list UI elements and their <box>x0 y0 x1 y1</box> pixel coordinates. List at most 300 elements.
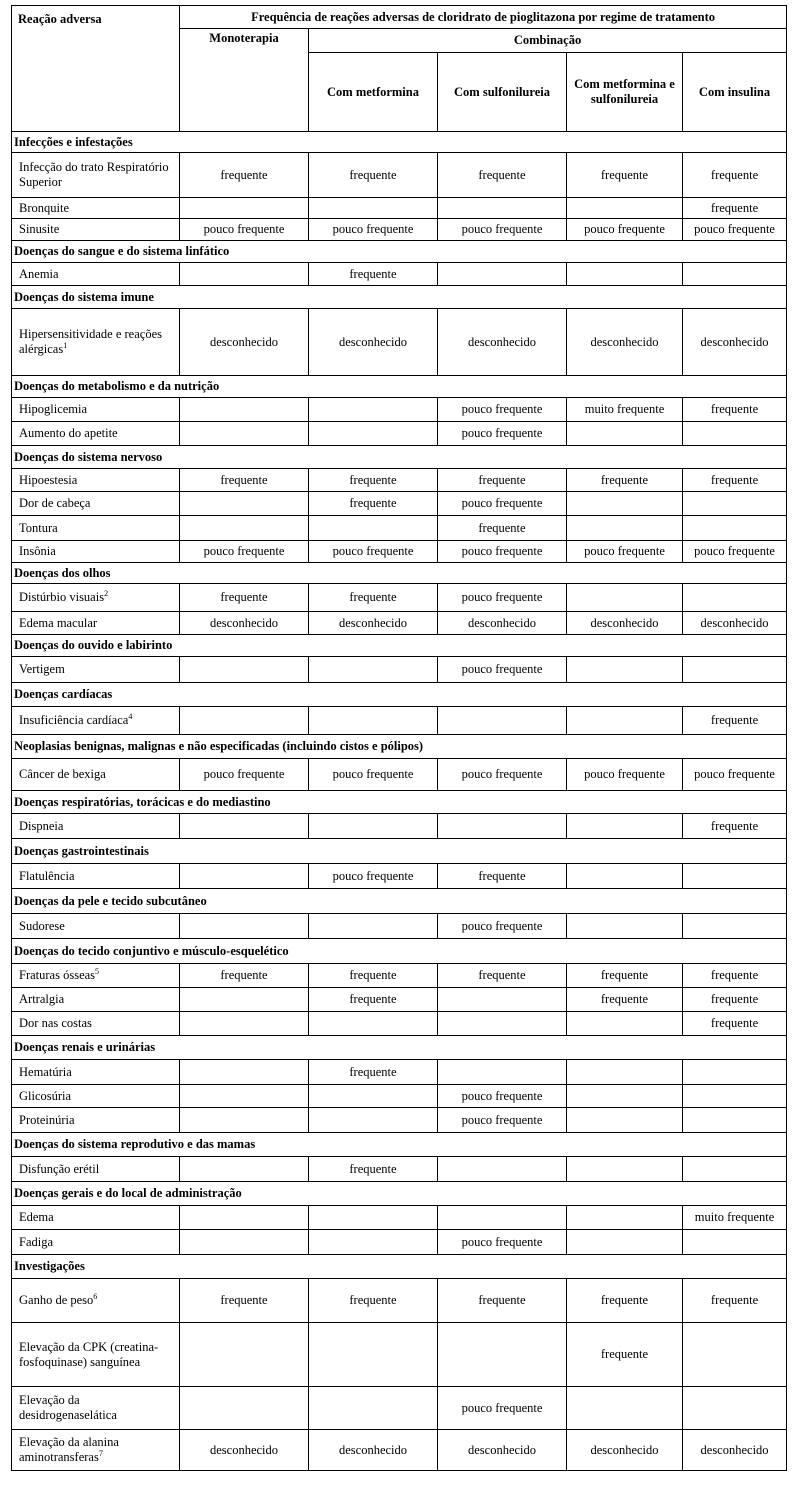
category-title: Doenças do metabolismo e da nutrição <box>12 376 787 398</box>
reaction-name-cell <box>12 1230 180 1255</box>
reaction-name-cell <box>12 1108 180 1133</box>
frequency-cell: frequente <box>309 1157 438 1182</box>
category-row <box>12 1182 787 1206</box>
table-row <box>12 516 787 541</box>
table-row <box>12 964 787 988</box>
frequency-cell: frequente <box>438 516 567 541</box>
frequency-cell: frequente <box>438 469 567 492</box>
frequency-cell <box>438 263 567 286</box>
frequency-cell: frequente <box>180 469 309 492</box>
reaction-name: Aumento do apetite <box>19 426 118 440</box>
frequency-cell <box>180 1060 309 1085</box>
category-title: Doenças do sangue e do sistema linfático <box>12 241 787 263</box>
reaction-name-cell <box>12 1279 180 1323</box>
reaction-name-cell <box>12 198 180 219</box>
footnote-marker: 2 <box>104 589 109 598</box>
frequency-cell: pouco frequente <box>438 492 567 516</box>
reaction-name: Câncer de bexiga <box>19 767 106 781</box>
frequency-cell: pouco frequente <box>567 759 683 791</box>
frequency-cell: frequente <box>309 492 438 516</box>
frequency-cell <box>309 198 438 219</box>
category-row <box>12 939 787 964</box>
table-row <box>12 1085 787 1108</box>
footnote-marker: 5 <box>95 967 100 976</box>
frequency-cell <box>567 1206 683 1230</box>
reaction-name: Vertigem <box>19 662 65 676</box>
category-title: Doenças do tecido conjuntivo e músculo-esquelético <box>12 939 787 964</box>
frequency-cell: pouco frequente <box>438 657 567 683</box>
frequency-cell <box>683 1085 787 1108</box>
frequency-cell: desconhecido <box>683 1430 787 1471</box>
reaction-name: Proteinúria <box>19 1112 75 1127</box>
footnote-marker: 1 <box>63 341 68 350</box>
frequency-cell: pouco frequente <box>180 219 309 241</box>
frequency-cell <box>438 814 567 839</box>
category-title: Doenças do sistema nervoso <box>12 446 787 469</box>
reaction-name: Edema <box>19 1210 54 1224</box>
frequency-cell <box>180 988 309 1012</box>
category-row <box>12 1133 787 1157</box>
category-row <box>12 241 787 263</box>
table-row <box>12 707 787 735</box>
frequency-cell: frequente <box>683 398 787 422</box>
frequency-cell <box>438 988 567 1012</box>
reaction-name-cell <box>12 1012 180 1036</box>
frequency-cell: frequente <box>683 153 787 198</box>
header-row-top <box>12 6 787 29</box>
frequency-cell: pouco frequente <box>438 1387 567 1430</box>
frequency-cell <box>683 1108 787 1133</box>
reaction-name: Tontura <box>19 520 58 535</box>
frequency-cell: frequente <box>309 988 438 1012</box>
frequency-cell <box>309 657 438 683</box>
frequency-cell: frequente <box>567 153 683 198</box>
frequency-cell <box>180 1230 309 1255</box>
category-title: Doenças gastrointestinais <box>12 839 787 864</box>
frequency-cell: pouco frequente <box>180 541 309 563</box>
frequency-cell <box>683 1060 787 1085</box>
frequency-cell <box>567 1060 683 1085</box>
frequency-cell <box>567 422 683 446</box>
frequency-cell <box>180 1085 309 1108</box>
reaction-name: Hipoestesia <box>19 472 78 487</box>
category-row <box>12 376 787 398</box>
frequency-cell <box>309 1323 438 1387</box>
category-title: Doenças renais e urinárias <box>12 1036 787 1060</box>
reaction-name-cell <box>12 541 180 563</box>
frequency-cell <box>683 492 787 516</box>
frequency-cell <box>309 814 438 839</box>
category-row <box>12 791 787 814</box>
reaction-name-cell <box>12 759 180 791</box>
reaction-name: Insuficiência cardíaca <box>19 713 129 727</box>
reaction-name-cell <box>12 914 180 939</box>
reaction-name-cell <box>12 864 180 889</box>
table-body <box>12 132 787 1471</box>
table-row <box>12 469 787 492</box>
frequency-cell <box>438 1206 567 1230</box>
frequency-cell <box>683 1387 787 1430</box>
frequency-cell: desconhecido <box>567 309 683 376</box>
frequency-cell: frequente <box>180 584 309 612</box>
table-row <box>12 1012 787 1036</box>
table-row <box>12 1387 787 1430</box>
reaction-name: Hipoglicemia <box>19 402 88 416</box>
frequency-cell: desconhecido <box>683 309 787 376</box>
frequency-cell: desconhecido <box>567 1430 683 1471</box>
frequency-cell: pouco frequente <box>438 1230 567 1255</box>
category-row <box>12 446 787 469</box>
category-title: Infecções e infestações <box>12 132 787 153</box>
category-title: Doenças gerais e do local de administração <box>12 1182 787 1206</box>
frequency-cell <box>438 707 567 735</box>
table-row <box>12 657 787 683</box>
category-row <box>12 635 787 657</box>
frequency-cell <box>567 707 683 735</box>
frequency-cell <box>567 1012 683 1036</box>
frequency-cell <box>180 1206 309 1230</box>
header-col-metformin-sulfonylurea: Com metformina e sulfonilureia <box>567 53 683 132</box>
frequency-cell: frequente <box>683 964 787 988</box>
frequency-cell: desconhecido <box>309 309 438 376</box>
reaction-name: Edema macular <box>19 615 98 630</box>
frequency-cell: frequente <box>309 1279 438 1323</box>
frequency-cell: desconhecido <box>567 612 683 635</box>
frequency-cell <box>180 492 309 516</box>
reaction-name-cell <box>12 1323 180 1387</box>
frequency-cell <box>683 657 787 683</box>
table-row <box>12 219 787 241</box>
frequency-cell: frequente <box>180 153 309 198</box>
frequency-cell <box>180 1157 309 1182</box>
frequency-cell <box>309 1108 438 1133</box>
table-row <box>12 759 787 791</box>
frequency-cell: frequente <box>683 469 787 492</box>
frequency-cell <box>683 1230 787 1255</box>
category-title: Investigações <box>12 1255 787 1279</box>
frequency-cell <box>309 1206 438 1230</box>
frequency-cell: pouco frequente <box>438 398 567 422</box>
frequency-cell <box>567 492 683 516</box>
header-combination: Combinação <box>309 29 787 53</box>
header-col-insulin: Com insulina <box>683 53 787 132</box>
reaction-name-cell <box>12 1206 180 1230</box>
frequency-cell: frequente <box>567 469 683 492</box>
reaction-name: Ganho de peso <box>19 1293 94 1307</box>
frequency-cell <box>180 516 309 541</box>
table-row <box>12 422 787 446</box>
frequency-cell: frequente <box>438 964 567 988</box>
reaction-name-cell <box>12 398 180 422</box>
frequency-cell <box>567 516 683 541</box>
category-row <box>12 683 787 707</box>
frequency-cell <box>309 422 438 446</box>
frequency-cell <box>180 1108 309 1133</box>
frequency-cell: desconhecido <box>438 612 567 635</box>
reaction-name-cell <box>12 516 180 541</box>
frequency-cell: pouco frequente <box>309 864 438 889</box>
reaction-name: Insônia <box>19 544 56 558</box>
reaction-name: Disfunção erétil <box>19 1161 100 1176</box>
reaction-name-cell <box>12 219 180 241</box>
frequency-cell <box>438 1323 567 1387</box>
reaction-name-cell <box>12 1085 180 1108</box>
frequency-cell <box>309 914 438 939</box>
footnote-marker: 4 <box>128 712 133 721</box>
frequency-cell: pouco frequente <box>683 759 787 791</box>
reaction-name-cell <box>12 422 180 446</box>
frequency-cell <box>180 1012 309 1036</box>
frequency-cell <box>309 516 438 541</box>
frequency-cell <box>683 914 787 939</box>
frequency-cell: frequente <box>683 198 787 219</box>
frequency-cell <box>567 198 683 219</box>
reaction-name-cell <box>12 657 180 683</box>
frequency-cell: desconhecido <box>438 309 567 376</box>
frequency-cell <box>567 263 683 286</box>
reaction-name-cell <box>12 1060 180 1085</box>
reaction-name: Artralgia <box>19 992 65 1006</box>
reaction-name: Hipersensitividade e reações alérgicas <box>19 327 162 356</box>
frequency-cell: frequente <box>683 707 787 735</box>
frequency-cell: frequente <box>567 964 683 988</box>
frequency-cell: frequente <box>309 469 438 492</box>
frequency-cell: pouco frequente <box>438 759 567 791</box>
frequency-cell: pouco frequente <box>683 541 787 563</box>
frequency-cell <box>683 422 787 446</box>
table-row <box>12 1230 787 1255</box>
frequency-cell <box>567 657 683 683</box>
frequency-cell <box>180 814 309 839</box>
reaction-name-cell <box>12 492 180 516</box>
frequency-cell: frequente <box>438 1279 567 1323</box>
reaction-name-cell <box>12 988 180 1012</box>
frequency-cell: pouco frequente <box>438 584 567 612</box>
frequency-cell: pouco frequente <box>180 759 309 791</box>
frequency-cell <box>683 584 787 612</box>
frequency-cell: pouco frequente <box>438 1108 567 1133</box>
reaction-name-cell <box>12 1157 180 1182</box>
table-row <box>12 1279 787 1323</box>
header-frequency-title: Frequência de reações adversas de cloridrato de pioglitazona por regime de tratamento <box>180 6 787 29</box>
frequency-cell <box>567 1230 683 1255</box>
frequency-cell <box>683 1323 787 1387</box>
reaction-name: Elevação da alanina aminotransferas <box>19 1435 119 1464</box>
reaction-name: Distúrbio visuais <box>19 590 105 604</box>
category-row <box>12 286 787 309</box>
frequency-cell: pouco frequente <box>438 1085 567 1108</box>
frequency-cell: frequente <box>180 1279 309 1323</box>
table-row <box>12 309 787 376</box>
frequency-cell: desconhecido <box>309 612 438 635</box>
reaction-name: Sudorese <box>19 918 65 933</box>
table-row <box>12 1323 787 1387</box>
frequency-cell: pouco frequente <box>683 219 787 241</box>
category-row <box>12 132 787 153</box>
frequency-cell: frequente <box>309 1060 438 1085</box>
header-col-sulfonylurea: Com sulfonilureia <box>438 53 567 132</box>
table-row <box>12 541 787 563</box>
category-title: Doenças do ouvido e labirinto <box>12 635 787 657</box>
frequency-cell <box>309 707 438 735</box>
frequency-cell <box>309 398 438 422</box>
frequency-cell: frequente <box>438 153 567 198</box>
frequency-cell <box>180 657 309 683</box>
table-row <box>12 1108 787 1133</box>
frequency-cell <box>683 1157 787 1182</box>
frequency-cell: desconhecido <box>180 612 309 635</box>
table-row <box>12 914 787 939</box>
frequency-cell <box>567 1108 683 1133</box>
reaction-name: Bronquite <box>19 200 69 215</box>
table-row <box>12 153 787 198</box>
frequency-cell <box>180 1323 309 1387</box>
frequency-cell <box>567 1387 683 1430</box>
reaction-name-cell <box>12 1430 180 1471</box>
table-row <box>12 814 787 839</box>
frequency-cell <box>567 814 683 839</box>
frequency-cell: frequente <box>683 988 787 1012</box>
frequency-cell: pouco frequente <box>438 219 567 241</box>
reaction-name: Fadiga <box>19 1234 54 1249</box>
frequency-cell <box>438 1060 567 1085</box>
frequency-cell: pouco frequente <box>309 759 438 791</box>
category-row <box>12 889 787 914</box>
header-adverse-reaction: Reação adversa <box>12 6 180 132</box>
frequency-cell <box>180 398 309 422</box>
table-row <box>12 263 787 286</box>
reaction-name-cell <box>12 612 180 635</box>
category-title: Doenças do sistema imune <box>12 286 787 309</box>
frequency-cell <box>438 198 567 219</box>
frequency-cell <box>567 1157 683 1182</box>
table-row <box>12 612 787 635</box>
frequency-cell <box>180 1387 309 1430</box>
header-col-metformin: Com metformina <box>309 53 438 132</box>
category-title: Neoplasias benignas, malignas e não especificadas (incluindo cistos e pólipos) <box>12 735 787 759</box>
frequency-cell <box>567 584 683 612</box>
reaction-name-cell <box>12 309 180 376</box>
frequency-cell: frequente <box>309 584 438 612</box>
reaction-name-cell <box>12 153 180 198</box>
category-row <box>12 1255 787 1279</box>
frequency-cell: pouco frequente <box>438 541 567 563</box>
reaction-name: Glicosúria <box>19 1088 72 1103</box>
reaction-name: Dispneia <box>19 818 64 833</box>
table-row <box>12 1157 787 1182</box>
category-title: Doenças do sistema reprodutivo e das mamas <box>12 1133 787 1157</box>
frequency-cell <box>180 914 309 939</box>
frequency-cell <box>683 864 787 889</box>
category-title: Doenças dos olhos <box>12 563 787 584</box>
table-row <box>12 1430 787 1471</box>
reaction-name-cell <box>12 263 180 286</box>
reaction-name: Infecção do trato Respiratório Superior <box>19 160 169 189</box>
reaction-name: Sinusite <box>19 222 60 236</box>
frequency-cell <box>438 1012 567 1036</box>
table-row <box>12 864 787 889</box>
table-row <box>12 398 787 422</box>
frequency-cell: pouco frequente <box>438 914 567 939</box>
reaction-name-cell <box>12 707 180 735</box>
reaction-name-cell <box>12 584 180 612</box>
frequency-cell <box>180 198 309 219</box>
frequency-cell <box>309 1387 438 1430</box>
frequency-cell: frequente <box>438 864 567 889</box>
frequency-cell <box>309 1012 438 1036</box>
frequency-cell: pouco frequente <box>309 541 438 563</box>
frequency-cell: frequente <box>309 153 438 198</box>
reaction-name-cell <box>12 469 180 492</box>
frequency-cell: desconhecido <box>683 612 787 635</box>
reaction-name: Fraturas ósseas <box>19 968 96 982</box>
frequency-cell: desconhecido <box>180 309 309 376</box>
frequency-cell <box>438 1157 567 1182</box>
category-row <box>12 1036 787 1060</box>
reaction-name: Dor de cabeça <box>19 496 91 510</box>
frequency-cell: pouco frequente <box>567 541 683 563</box>
frequency-cell <box>180 422 309 446</box>
reaction-name: Elevação da desidrogenaselática <box>19 1393 117 1422</box>
category-row <box>12 839 787 864</box>
frequency-cell: frequente <box>567 1323 683 1387</box>
category-row <box>12 735 787 759</box>
table-row <box>12 1060 787 1085</box>
adverse-reactions-document <box>11 5 786 1471</box>
adverse-reactions-table <box>11 5 787 1471</box>
reaction-name: Elevação da CPK (creatina-fosfoquinase) sanguínea <box>19 1339 159 1369</box>
frequency-cell <box>567 864 683 889</box>
reaction-name-cell <box>12 814 180 839</box>
table-row <box>12 198 787 219</box>
frequency-cell: pouco frequente <box>567 219 683 241</box>
frequency-cell <box>309 1085 438 1108</box>
frequency-cell: pouco frequente <box>438 422 567 446</box>
frequency-cell <box>683 516 787 541</box>
category-title: Doenças respiratórias, torácicas e do mediastino <box>12 791 787 814</box>
frequency-cell: desconhecido <box>180 1430 309 1471</box>
frequency-cell <box>180 707 309 735</box>
header-monotherapy: Monoterapia <box>180 29 309 132</box>
frequency-cell: frequente <box>309 263 438 286</box>
frequency-cell: frequente <box>567 988 683 1012</box>
category-title: Doenças da pele e tecido subcutâneo <box>12 889 787 914</box>
table-row <box>12 988 787 1012</box>
frequency-cell: frequente <box>683 1012 787 1036</box>
frequency-cell <box>683 263 787 286</box>
footnote-marker: 7 <box>98 1449 103 1458</box>
reaction-name: Dor nas costas <box>19 1016 92 1030</box>
reaction-name: Anemia <box>19 266 59 281</box>
frequency-cell: desconhecido <box>438 1430 567 1471</box>
table-row <box>12 492 787 516</box>
frequency-cell: frequente <box>180 964 309 988</box>
reaction-name: Flatulência <box>19 868 75 883</box>
frequency-cell: frequente <box>683 1279 787 1323</box>
category-title: Doenças cardíacas <box>12 683 787 707</box>
frequency-cell: frequente <box>309 964 438 988</box>
frequency-cell: desconhecido <box>309 1430 438 1471</box>
frequency-cell: frequente <box>683 814 787 839</box>
frequency-cell <box>309 1230 438 1255</box>
category-row <box>12 563 787 584</box>
frequency-cell: muito frequente <box>683 1206 787 1230</box>
frequency-cell <box>180 263 309 286</box>
footnote-marker: 6 <box>93 1292 98 1301</box>
table-row <box>12 584 787 612</box>
reaction-name-cell <box>12 964 180 988</box>
frequency-cell <box>567 914 683 939</box>
